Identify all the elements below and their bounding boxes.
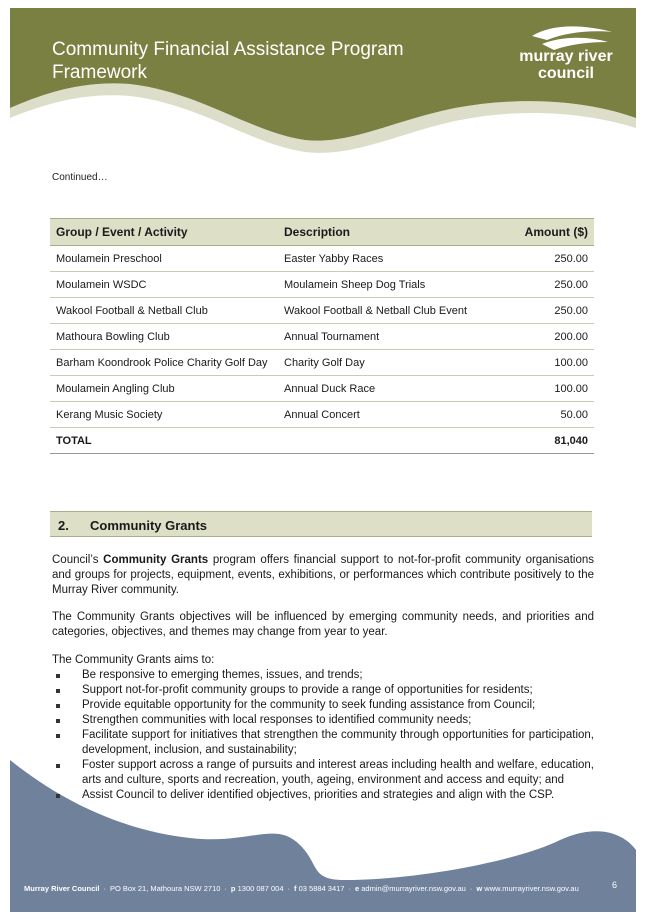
cell-description: Annual Concert [278,402,510,428]
list-item-text: Assist Council to deliver identified objectives, priorities and strategies and align with the CSP. [82,789,555,801]
council-logo-text [512,48,620,82]
table-total-row [50,428,594,454]
list-item [52,713,594,728]
bullet-icon [56,704,60,708]
footer-email-label: e [354,884,360,893]
table-row [50,350,594,376]
table-row [50,298,594,324]
cell-description: Annual Tournament [278,324,510,350]
cell-group: Moulamein Preschool [50,246,278,272]
objectives-paragraph: The Community Grants objectives will be influenced by emerging community needs, and priorities and categories, objectives, and themes may change from year to year. [52,611,594,638]
cell-group: Mathoura Bowling Club [50,324,278,350]
grants-table [50,218,594,454]
list-item-text: Foster support across a range of pursuits and interest areas including health and welfare, education, arts and culture, sports and recreation, youth, ageing, environment and access and equity; and [82,759,594,786]
list-item [52,698,594,713]
cell-amount: 200.00 [510,324,594,350]
section-title: Community Grants [90,518,208,533]
continued-label: Continued… [52,172,108,183]
intro-paragraph [52,553,594,598]
logo-line-2: council [537,65,594,82]
list-item-text: Support not-for-profit community groups to provide a range of opportunities for residents; [82,684,533,696]
logo-line-1: murray river [519,48,613,65]
footer-org: Murray River Council [24,884,100,893]
cell-amount: 50.00 [510,402,594,428]
footer-phone: 1300 087 004 [237,884,284,893]
cell-amount: 250.00 [510,298,594,324]
page-number: 6 [612,880,618,890]
list-item [52,788,594,803]
total-empty-cell [278,428,510,454]
cell-amount: 100.00 [510,376,594,402]
list-item [52,683,594,698]
bullet-icon [56,794,60,798]
list-item [52,758,594,788]
cell-description: Charity Golf Day [278,350,510,376]
column-header-description: Description [278,219,510,246]
table-row [50,402,594,428]
column-header-group: Group / Event / Activity [50,219,278,246]
intro-bold-term: Community Grants [103,554,209,566]
intro-prefix: Council’s [52,554,104,566]
cell-amount: 250.00 [510,246,594,272]
section-number: 2. [58,518,69,533]
footer-web-label: w [476,884,483,893]
list-item-text: Provide equitable opportunity for the community to seek funding assistance from Council; [82,699,536,711]
intro-suffix: program offers financial support to not-for-profit community organisations and groups for projects, equipment, events, exhibitions, or performances which contribute positively to the Murray River community. [52,554,594,596]
bullet-icon [56,719,60,723]
page-title: Community Financial Assistance Program Framework [52,39,404,83]
section-heading [50,511,592,537]
table-row [50,376,594,402]
cell-description: Wakool Football & Netball Club Event [278,298,510,324]
table-row [50,272,594,298]
cell-group: Moulamein WSDC [50,272,278,298]
list-item-text: Facilitate support for initiatives that strengthen the community through opportunities for participation, development, inclusion, and sustainability; [82,729,594,756]
list-item [52,668,594,683]
bullet-icon [56,734,60,738]
table-row [50,246,594,272]
bullet-icon [56,764,60,768]
table-header-row [50,219,594,246]
list-item-text: Strengthen communities with local responses to identified community needs; [82,714,472,726]
cell-group: Wakool Football & Netball Club [50,298,278,324]
footer-phone-label: p [230,884,236,893]
table-row [50,324,594,350]
footer-web-link[interactable]: www.murrayriver.nsw.gov.au [484,884,579,893]
aims-list [52,668,594,803]
cell-description: Annual Duck Race [278,376,510,402]
cell-group: Moulamein Angling Club [50,376,278,402]
bullet-icon [56,689,60,693]
list-item-text: Be responsive to emerging themes, issues, and trends; [82,669,363,681]
total-label: TOTAL [50,428,278,454]
bullet-icon [56,674,60,678]
cell-amount: 250.00 [510,272,594,298]
footer-email-link[interactable]: admin@murrayriver.nsw.gov.au [361,884,466,893]
cell-group: Kerang Music Society [50,402,278,428]
page-footer: Murray River Council · PO Box 21, Mathoura NSW 2710 · p 1300 087 004 · f 03 5884 3417 · e admin@murrayriver.nsw.gov.au · w www.murrayriver.nsw.gov.au [24,884,579,893]
footer-fax: 03 5884 3417 [298,884,345,893]
list-item [52,728,594,758]
cell-group: Barham Koondrook Police Charity Golf Day [50,350,278,376]
column-header-amount: Amount ($) [510,219,594,246]
footer-address: PO Box 21, Mathoura NSW 2710 [109,884,221,893]
cell-amount: 100.00 [510,350,594,376]
total-value: 81,040 [510,428,594,454]
cell-description: Moulamein Sheep Dog Trials [278,272,510,298]
footer-fax-label: f [294,884,297,893]
aims-intro: The Community Grants aims to: [52,654,215,666]
cell-description: Easter Yabby Races [278,246,510,272]
